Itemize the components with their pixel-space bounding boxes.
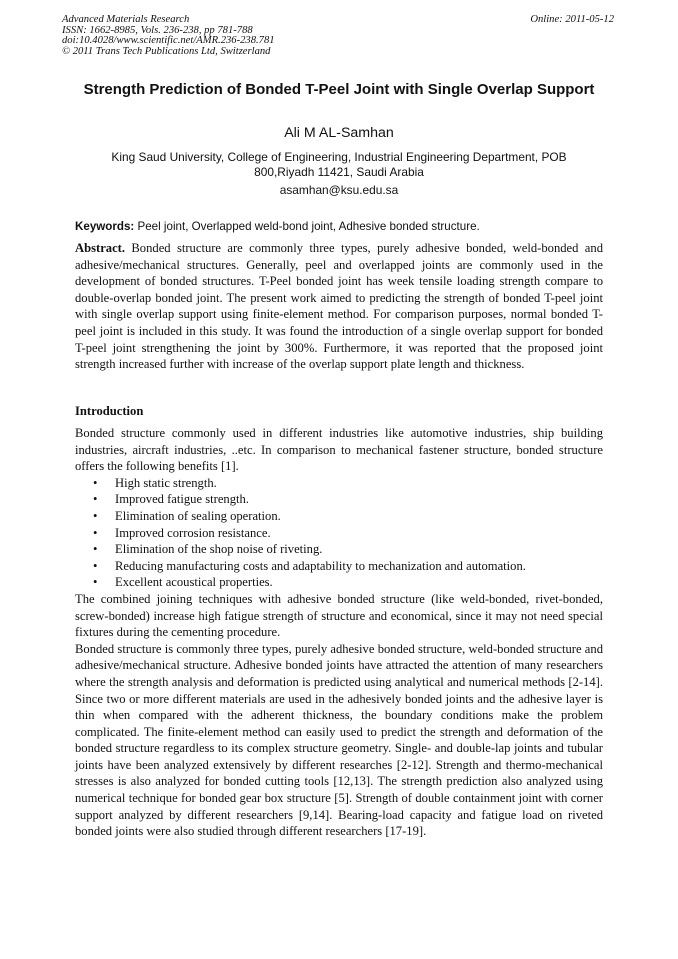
list-item: • High static strength. xyxy=(93,475,217,490)
author-name: Ali M AL-Samhan xyxy=(284,125,394,141)
keywords-text: Peel joint, Overlapped weld-bond joint, Adhesive bonded structure. xyxy=(134,220,480,233)
abstract-label: Abstract. xyxy=(75,241,126,255)
bullet-icon: • xyxy=(93,575,98,590)
list-item: • Excellent acoustical properties. xyxy=(93,575,273,590)
abstract xyxy=(75,240,603,373)
issn-line: ISSN: 1662-8985, Vols. 236-238, pp 781-788 xyxy=(62,24,253,36)
author-email: asamhan@ksu.edu.sa xyxy=(279,183,399,197)
intro-paragraph-3: Bonded structure is commonly three types, purely adhesive bonded structure, weld-bonded structure and adhesive/mechanical structure. Adhesive bonded joints have attracted the attention of many researchers where the strength analysis and deformation is predicted using analytical and numerical methods [2-14]. Since two or more different materials are used in the adhesively bonded joints and the adhesive layer is thin when compared with the adherent thickness, the boundary conditions make the problem complicated. The finite-element method can easily used to predict the strength and deformation of the bonded structure regardless to its complex structure geometry. Single- and double-lap joints and tubular joints have been analyzed extensively by different researches [2-12]. Strength and thermo-mechanical stresses is also analyzed for bonded cutting tools [12,13]. The strength prediction also analyzed using numerical technique for bonded gear box structure [5]. Strength of double containment joint with corner support analyzed by different researchers [9,14]. Bearing-load capacity and fatigue load on riveted bonded joints were also studied through different researchers [17-19]. xyxy=(75,641,603,839)
list-item: • Improved fatigue strength. xyxy=(93,492,249,507)
bullet-icon: • xyxy=(93,542,98,557)
bullet-icon: • xyxy=(93,508,98,523)
intro-paragraph-2: The combined joining techniques with adhesive bonded structure (like weld-bonded, rivet-bonded, screw-bonded) increase high fatigue strength of structure and economical, since it may not need special fixtures during the cementing procedure. xyxy=(75,591,603,640)
bullet-icon: • xyxy=(93,525,98,540)
bullet-icon: • xyxy=(93,475,98,490)
copyright-line: © 2011 Trans Tech Publications Ltd, Switzerland xyxy=(62,46,271,58)
list-item: • Improved corrosion resistance. xyxy=(93,525,271,540)
benefits-list xyxy=(75,475,603,591)
doi-line: doi:10.4028/www.scientific.net/AMR.236-238.781 xyxy=(62,35,275,47)
abstract-text: Bonded structure are commonly three types, purely adhesive bonded, weld-bonded and adhesive/mechanical structures. Generally, peel and overlapped joints are commonly used in the development of bonded structures. T-Peel bonded joint has week tensile loading strength compare to double-overlap bonded joint. The present work aimed to predicting the strength of bonded T-peel joint with single overlap support using finite-element method. For comparison purposes, normal bonded T-peel joint is included in this study. It was found the introduction of a single overlap support for bonded T-peel joint strengthening the joint by 300%. Furthermore, it was reported that the proposed joint strength increased further with increase of the overlap support plate length and thickness. xyxy=(75,241,603,372)
list-item: • Reducing manufacturing costs and adaptability to mechanization and automation. xyxy=(93,558,526,573)
bullet-icon: • xyxy=(93,492,98,507)
paper-title: Strength Prediction of Bonded T-Peel Joint with Single Overlap Support xyxy=(83,81,595,98)
keywords-label: Keywords: xyxy=(75,220,135,233)
list-item: • Elimination of the shop noise of riveting. xyxy=(93,542,323,557)
list-item: • Elimination of sealing operation. xyxy=(93,508,281,523)
journal-name: Advanced Materials Research xyxy=(62,14,190,25)
introduction-heading: Introduction xyxy=(75,404,144,418)
journal-header xyxy=(62,15,275,58)
affiliation: King Saud University, College of Engineering, Industrial Engineering Department, POB 800,Riyadh 11421, Saudi Arabia xyxy=(111,150,567,179)
online-date: Online: 2011-05-12 xyxy=(530,14,614,25)
intro-paragraph-1: Bonded structure commonly used in different industries like automotive industries, ship building industries, aircraft industries, ..etc. In comparison to mechanical fastener structure, bonded structure offers the following benefits [1]. xyxy=(75,426,603,474)
introduction-body xyxy=(75,425,603,840)
bullet-icon: • xyxy=(93,558,98,573)
keywords xyxy=(75,219,605,234)
